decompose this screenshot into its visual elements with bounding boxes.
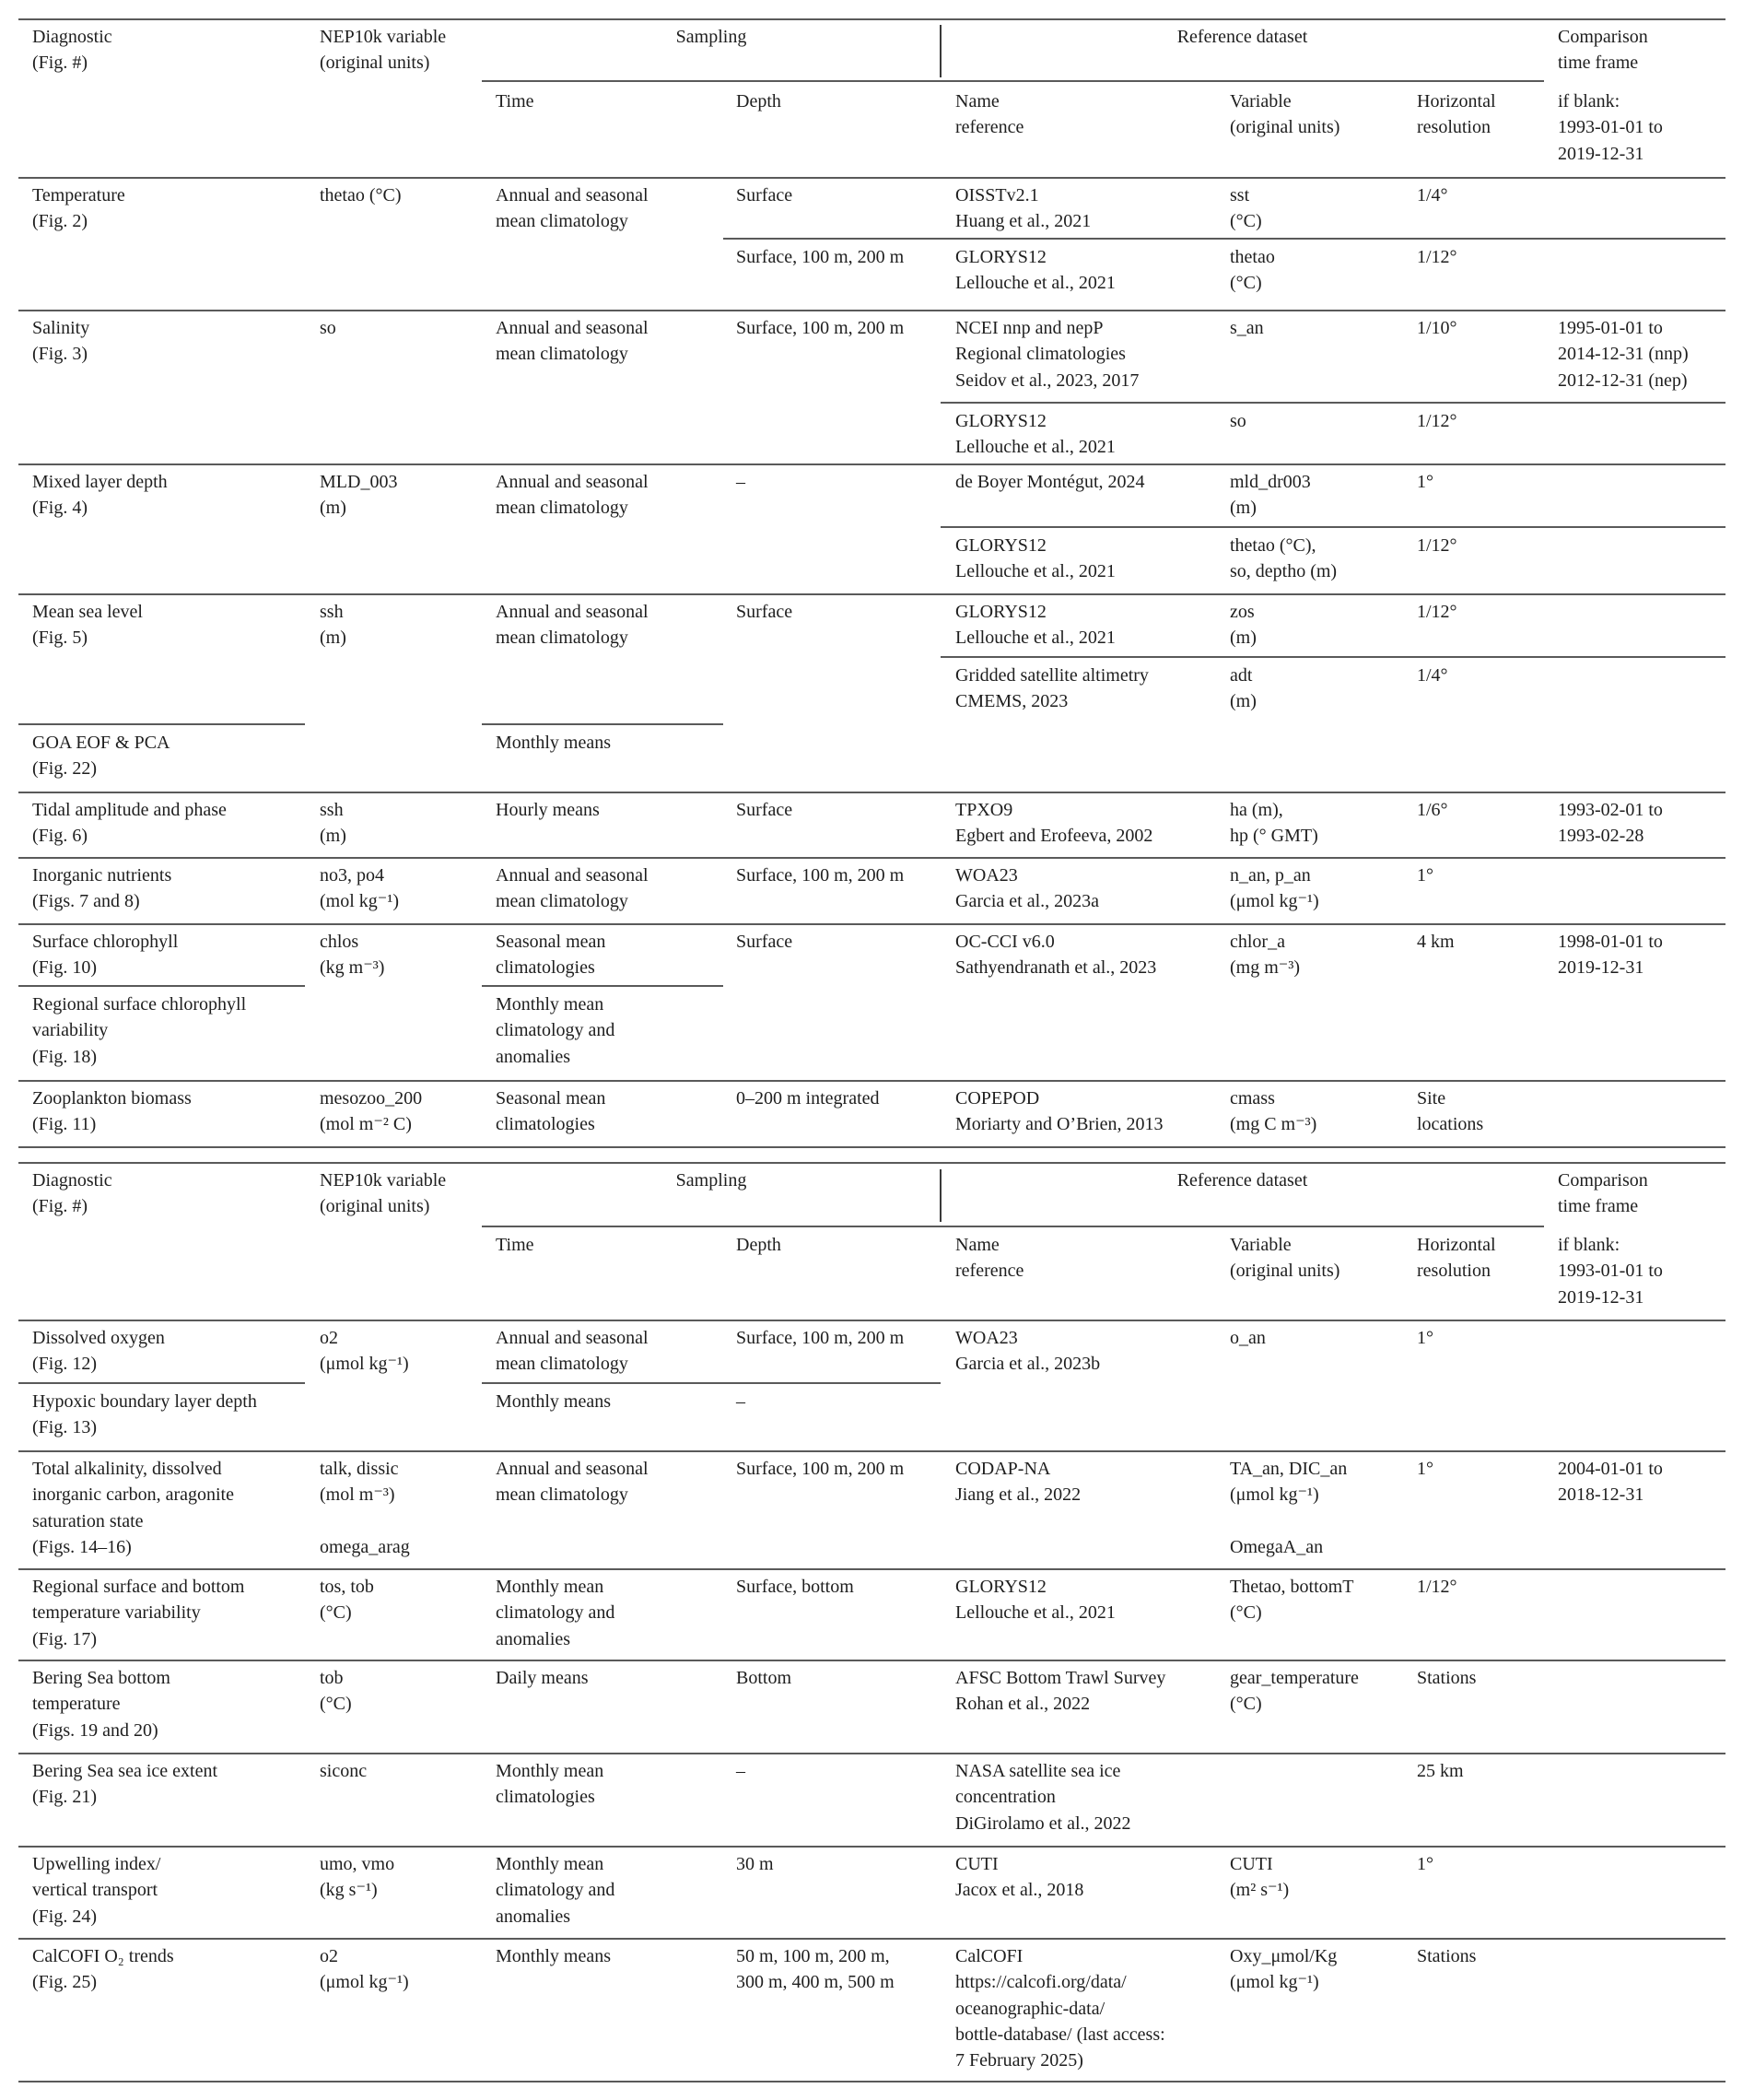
diagnostic-cell: Regional surface chlorophyll variability (Fig. 18) — [32, 994, 247, 1067]
time-cell: Annual and seasonal mean climatology — [496, 185, 649, 232]
reference-variable-cell: n_an, p_an (μmol kg⁻¹) — [1230, 865, 1319, 912]
time-cell: Annual and seasonal mean climatology — [496, 1459, 649, 1506]
reference-name-cell: TPXO9 Egbert and Erofeeva, 2002 — [955, 800, 1153, 847]
depth-cell: Bottom — [736, 1668, 792, 1688]
header-bottom-rule — [18, 177, 1725, 179]
row-rule — [18, 1660, 1725, 1661]
depth-cell: – — [736, 472, 745, 492]
time-cell: Hourly means — [496, 800, 600, 820]
depth-cell: Surface — [736, 185, 793, 205]
reference-variable-cell: sst (°C) — [1230, 185, 1262, 232]
variable-cell: chlos (kg m⁻³) — [320, 932, 385, 979]
diagnostic-cell: Bering Sea sea ice extent (Fig. 21) — [32, 1761, 218, 1808]
table-bottom-rule — [18, 1146, 1725, 1148]
diagnostic-cell: GOA EOF & PCA (Fig. 22) — [32, 733, 170, 780]
header-sampling: Sampling — [675, 1170, 747, 1191]
header-diagnostic: Diagnostic (Fig. #) — [32, 27, 112, 74]
subrow-rule — [723, 238, 1725, 240]
reference-variable-cell: chlor_a (mg m⁻³) — [1230, 932, 1300, 979]
header-reference-dataset: Reference dataset — [1176, 27, 1308, 47]
diagnostic-cell: Hypoxic boundary layer depth (Fig. 13) — [32, 1391, 257, 1438]
time-cell: Annual and seasonal mean climatology — [496, 1328, 649, 1375]
timeframe-cell: 1998-01-01 to 2019-12-31 — [1558, 932, 1663, 979]
time-cell: Monthly means — [496, 733, 611, 753]
subrow-rule — [482, 1382, 941, 1384]
diagnostic-cell: Zooplankton biomass (Fig. 11) — [32, 1088, 192, 1135]
header-variable: Variable (original units) — [1230, 1235, 1340, 1282]
resolution-cell: 1/4° — [1417, 185, 1448, 205]
depth-cell: Surface, bottom — [736, 1577, 854, 1597]
row-rule — [18, 1846, 1725, 1848]
header-time: Time — [496, 91, 534, 111]
row-rule — [18, 1450, 1725, 1452]
row-rule — [18, 792, 1725, 793]
diagnostic-cell: Mixed layer depth (Fig. 4) — [32, 472, 168, 519]
time-cell: Monthly mean climatology and anomalies — [496, 1577, 615, 1649]
depth-cell: 30 m — [736, 1854, 774, 1874]
resolution-cell: 4 km — [1417, 932, 1455, 952]
header-name: Name reference — [955, 91, 1024, 138]
reference-variable-cell: thetao (°C) — [1230, 247, 1275, 294]
reference-variable-cell: so — [1230, 411, 1246, 431]
reference-variable-cell: cmass (mg C m⁻³) — [1230, 1088, 1317, 1135]
variable-cell: tob (°C) — [320, 1668, 352, 1715]
resolution-cell: Stations — [1417, 1668, 1477, 1688]
reference-variable-cell: CUTI (m² s⁻¹) — [1230, 1854, 1290, 1901]
variable-cell: o2 (μmol kg⁻¹) — [320, 1946, 409, 1993]
resolution-cell: Site locations — [1417, 1088, 1484, 1135]
variable-cell: siconc — [320, 1761, 368, 1781]
resolution-cell: 1/12° — [1417, 602, 1457, 622]
timeframe-cell: 1993-02-01 to 1993-02-28 — [1558, 800, 1663, 847]
reference-variable-cell: s_an — [1230, 318, 1264, 338]
variable-cell: no3, po4 (mol kg⁻¹) — [320, 865, 399, 912]
diagnostic-cell: Surface chlorophyll (Fig. 10) — [32, 932, 179, 979]
row-rule — [18, 310, 1725, 311]
time-cell: Monthly mean climatologies — [496, 1761, 604, 1808]
reference-name-cell: AFSC Bottom Trawl Survey Rohan et al., 2022 — [955, 1668, 1166, 1715]
reference-variable-cell: TA_an, DIC_an (μmol kg⁻¹) OmegaA_an — [1230, 1459, 1348, 1557]
reference-name-cell: CalCOFI https://calcofi.org/data/ oceanographic-data/ bottle-database/ (last access: 7 February 2025) — [955, 1946, 1165, 2071]
resolution-cell: 1° — [1417, 865, 1433, 886]
header-depth: Depth — [736, 1235, 781, 1255]
subrow-rule — [941, 526, 1725, 528]
resolution-cell: 1/12° — [1417, 411, 1457, 431]
resolution-cell: 1/6° — [1417, 800, 1448, 820]
diagnostic-cell: Upwelling index/ vertical transport (Fig. 24) — [32, 1854, 161, 1927]
reference-name-cell: OISSTv2.1 Huang et al., 2021 — [955, 185, 1092, 232]
reference-variable-cell: thetao (°C), so, deptho (m) — [1230, 535, 1338, 582]
depth-cell: – — [736, 1391, 745, 1412]
header-depth: Depth — [736, 91, 781, 111]
time-cell: Annual and seasonal mean climatology — [496, 602, 649, 649]
diagnostic-cell: Bering Sea bottom temperature (Figs. 19 and 20) — [32, 1668, 170, 1741]
reference-name-cell: NCEI nnp and nepP Regional climatologies Seidov et al., 2023, 2017 — [955, 318, 1140, 391]
row-rule — [18, 1938, 1725, 1940]
header-time: Time — [496, 1235, 534, 1255]
reference-name-cell: GLORYS12 Lellouche et al., 2021 — [955, 535, 1116, 582]
header-variable: Variable (original units) — [1230, 91, 1340, 138]
diagnostic-cell: Salinity (Fig. 3) — [32, 318, 90, 365]
depth-cell: Surface — [736, 602, 793, 622]
reference-name-cell: GLORYS12 Lellouche et al., 2021 — [955, 602, 1116, 649]
resolution-cell: Stations — [1417, 1946, 1477, 1966]
variable-cell: so — [320, 318, 336, 338]
table-top-rule — [18, 18, 1725, 20]
header-bottom-rule — [18, 1320, 1725, 1321]
subrow-rule — [482, 985, 723, 987]
header-reference-dataset: Reference dataset — [1176, 1170, 1308, 1191]
depth-cell: Surface, 100 m, 200 m — [736, 1459, 905, 1479]
diagnostic-cell: Dissolved oxygen (Fig. 12) — [32, 1328, 165, 1375]
reference-variable-cell: ha (m), hp (° GMT) — [1230, 800, 1318, 847]
time-cell: Annual and seasonal mean climatology — [496, 865, 649, 912]
resolution-cell: 1/12° — [1417, 535, 1457, 556]
resolution-cell: 1/10° — [1417, 318, 1457, 338]
header-resolution: Horizontal resolution — [1417, 1235, 1496, 1282]
reference-name-cell: Gridded satellite altimetry CMEMS, 2023 — [955, 665, 1149, 712]
reference-variable-cell: Thetao, bottomT (°C) — [1230, 1577, 1354, 1624]
row-rule — [18, 923, 1725, 925]
subrow-rule — [941, 656, 1725, 658]
header-name: Name reference — [955, 1235, 1024, 1282]
header-sampling: Sampling — [675, 27, 747, 47]
reference-variable-cell: Oxy_μmol/Kg (μmol kg⁻¹) — [1230, 1946, 1338, 1993]
resolution-cell: 1/4° — [1417, 665, 1448, 686]
depth-cell: Surface, 100 m, 200 m — [736, 318, 905, 338]
diagnostic-cell: Mean sea level (Fig. 5) — [32, 602, 143, 649]
table-bottom-rule — [18, 2081, 1725, 2082]
variable-cell: thetao (°C) — [320, 185, 402, 205]
header-diagnostic: Diagnostic (Fig. #) — [32, 1170, 112, 1217]
row-rule — [18, 1568, 1725, 1570]
row-rule — [18, 463, 1725, 465]
variable-cell: tos, tob (°C) — [320, 1577, 374, 1624]
reference-variable-cell: zos (m) — [1230, 602, 1257, 649]
resolution-cell: 25 km — [1417, 1761, 1464, 1781]
header-default-timeframe: if blank: 1993-01-01 to 2019-12-31 — [1558, 1235, 1663, 1308]
variable-cell: umo, vmo (kg s⁻¹) — [320, 1854, 395, 1901]
time-cell: Seasonal mean climatologies — [496, 932, 606, 979]
resolution-cell: 1/12° — [1417, 1577, 1457, 1597]
diagnostic-cell: Regional surface and bottom temperature variability (Fig. 17) — [32, 1577, 245, 1649]
header-sub-rule — [482, 80, 1544, 82]
reference-name-cell: GLORYS12 Lellouche et al., 2021 — [955, 247, 1116, 294]
resolution-cell: 1° — [1417, 472, 1433, 492]
reference-variable-cell: o_an — [1230, 1328, 1266, 1348]
time-cell: Monthly mean climatology and anomalies — [496, 1854, 615, 1927]
reference-name-cell: GLORYS12 Lellouche et al., 2021 — [955, 1577, 1116, 1624]
reference-name-cell: OC-CCI v6.0 Sathyendranath et al., 2023 — [955, 932, 1157, 979]
depth-cell: Surface, 100 m, 200 m — [736, 1328, 905, 1348]
header-comparison: Comparison time frame — [1558, 1170, 1648, 1217]
reference-name-cell: de Boyer Montégut, 2024 — [955, 472, 1145, 492]
reference-name-cell: COPEPOD Moriarty and O’Brien, 2013 — [955, 1088, 1164, 1135]
reference-variable-cell: mld_dr003 (m) — [1230, 472, 1311, 519]
depth-cell: – — [736, 1761, 745, 1781]
time-cell: Monthly means — [496, 1946, 611, 1966]
resolution-cell: 1° — [1417, 1459, 1433, 1479]
reference-name-cell: WOA23 Garcia et al., 2023b — [955, 1328, 1101, 1375]
time-cell: Annual and seasonal mean climatology — [496, 318, 649, 365]
variable-cell: mesozoo_200 (mol m⁻² C) — [320, 1088, 423, 1135]
diagnostic-cell: CalCOFI O₂ trends (Fig. 25) — [32, 1946, 174, 1993]
timeframe-cell: 2004-01-01 to 2018-12-31 — [1558, 1459, 1663, 1506]
subrow-rule — [941, 402, 1725, 404]
resolution-cell: 1° — [1417, 1854, 1433, 1874]
depth-cell: Surface, 100 m, 200 m — [736, 865, 905, 886]
header-nep-variable: NEP10k variable (original units) — [320, 27, 447, 74]
reference-variable-cell: gear_temperature (°C) — [1230, 1668, 1359, 1715]
timeframe-cell: 1995-01-01 to 2014-12-31 (nnp) 2012-12-31 (nep) — [1558, 318, 1689, 391]
header-resolution: Horizontal resolution — [1417, 91, 1496, 138]
time-cell: Annual and seasonal mean climatology — [496, 472, 649, 519]
reference-name-cell: CODAP-NA Jiang et al., 2022 — [955, 1459, 1082, 1506]
table-top-rule — [18, 1162, 1725, 1164]
variable-cell: MLD_003 (m) — [320, 472, 398, 519]
variable-cell: talk, dissic (mol m⁻³) omega_arag — [320, 1459, 410, 1557]
resolution-cell: 1° — [1417, 1328, 1433, 1348]
row-rule — [18, 1753, 1725, 1754]
subrow-rule — [18, 723, 305, 725]
time-cell: Monthly mean climatology and anomalies — [496, 994, 615, 1067]
row-rule — [18, 857, 1725, 859]
header-sub-rule — [482, 1226, 1544, 1227]
time-cell: Monthly means — [496, 1391, 611, 1412]
time-cell: Seasonal mean climatologies — [496, 1088, 606, 1135]
subrow-rule — [482, 723, 723, 725]
reference-name-cell: NASA satellite sea ice concentration DiGirolamo et al., 2022 — [955, 1761, 1131, 1834]
depth-cell: 50 m, 100 m, 200 m, 300 m, 400 m, 500 m — [736, 1946, 895, 1993]
depth-cell: Surface — [736, 800, 793, 820]
variable-cell: ssh (m) — [320, 800, 346, 847]
diagnostic-cell: Inorganic nutrients (Figs. 7 and 8) — [32, 865, 172, 912]
depth-cell: Surface, 100 m, 200 m — [736, 247, 905, 267]
subrow-rule — [18, 985, 305, 987]
depth-cell: 0–200 m integrated — [736, 1088, 880, 1109]
header-comparison: Comparison time frame — [1558, 27, 1648, 74]
reference-variable-cell: adt (m) — [1230, 665, 1257, 712]
diagnostic-cell: Temperature (Fig. 2) — [32, 185, 125, 232]
diagnostic-cell: Tidal amplitude and phase (Fig. 6) — [32, 800, 227, 847]
time-cell: Daily means — [496, 1668, 589, 1688]
row-rule — [18, 1080, 1725, 1082]
row-rule — [18, 593, 1725, 595]
header-default-timeframe: if blank: 1993-01-01 to 2019-12-31 — [1558, 91, 1663, 164]
reference-name-cell: GLORYS12 Lellouche et al., 2021 — [955, 411, 1116, 458]
resolution-cell: 1/12° — [1417, 247, 1457, 267]
header-nep-variable: NEP10k variable (original units) — [320, 1170, 447, 1217]
depth-cell: Surface — [736, 932, 793, 952]
subrow-rule — [18, 1382, 305, 1384]
reference-name-cell: WOA23 Garcia et al., 2023a — [955, 865, 1100, 912]
diagnostic-cell: Total alkalinity, dissolved inorganic carbon, aragonite saturation state (Figs. 14–16) — [32, 1459, 234, 1557]
reference-name-cell: CUTI Jacox et al., 2018 — [955, 1854, 1084, 1901]
variable-cell: ssh (m) — [320, 602, 346, 649]
variable-cell: o2 (μmol kg⁻¹) — [320, 1328, 409, 1375]
